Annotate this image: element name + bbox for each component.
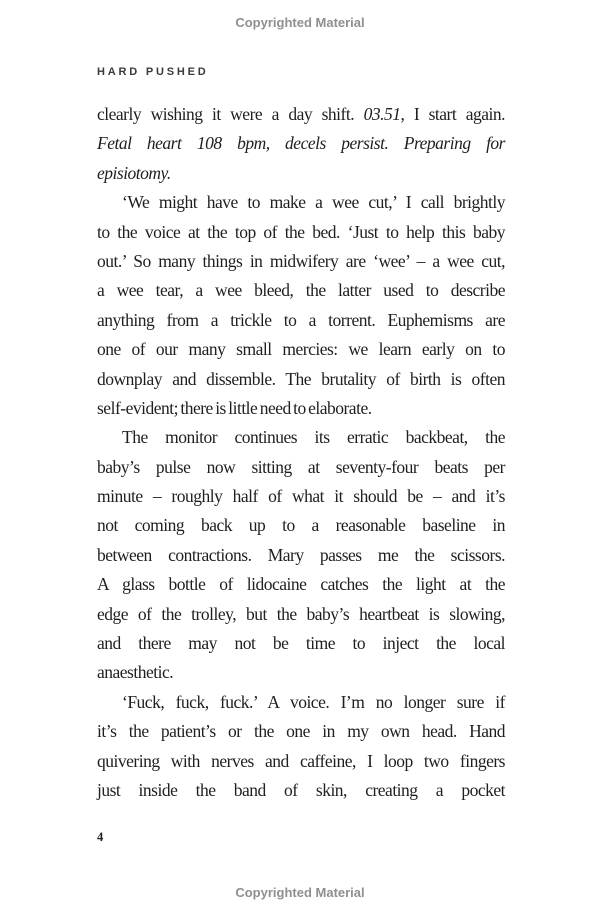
text-line (97, 629, 505, 658)
text-line (97, 776, 505, 805)
text-segment: quivering with nerves and caffeine, I loop two fingers (97, 750, 505, 771)
text-segment: ‘Fuck, fuck, fuck.’ A voice. I’m no longer sure if (122, 691, 505, 712)
text-line (97, 453, 505, 482)
text-segment: anaesthetic. (97, 662, 174, 683)
text-line (97, 394, 505, 423)
text-segment: ‘We might have to make a wee cut,’ I call brightly (122, 192, 505, 213)
text-line (97, 365, 505, 394)
text-segment: downplay and dissemble. The brutality of birth is often (97, 368, 505, 389)
text-segment: between contractions. Mary passes me the scissors. (97, 544, 505, 565)
text-line (97, 100, 505, 129)
text-segment: out.’ So many things in midwifery are ‘wee’ – a wee cut, (97, 250, 505, 271)
text-segment: Fetal heart 108 bpm, decels persist. Preparing for (97, 133, 505, 154)
paragraph (97, 100, 505, 188)
paragraph (97, 423, 505, 688)
paragraph (97, 188, 505, 423)
text-line (97, 747, 505, 776)
text-line (97, 276, 505, 305)
text-line (97, 658, 505, 687)
text-segment: The monitor continues its erratic backbeat, the (122, 427, 505, 448)
paragraph (97, 688, 505, 806)
text-line (97, 423, 505, 452)
text-line (97, 306, 505, 335)
text-segment: to the voice at the top of the bed. ‘Just to help this baby (97, 221, 505, 242)
running-header: HARD PUSHED (97, 66, 209, 78)
text-line (97, 570, 505, 599)
text-segment: not coming back up to a reasonable baseline in (97, 515, 505, 536)
text-line (97, 188, 505, 217)
page-number: 4 (97, 830, 104, 844)
text-line (97, 159, 505, 188)
text-segment: , I start again. (400, 104, 505, 124)
body-text (97, 100, 505, 805)
text-line (97, 511, 505, 540)
copyright-watermark-top: Copyrighted Material (235, 15, 365, 30)
text-segment: a wee tear, a wee bleed, the latter used to describe (97, 280, 505, 301)
text-segment: one of our many small mercies: we learn early on to (97, 339, 505, 360)
text-line (97, 129, 505, 158)
text-segment: edge of the trolley, but the baby’s heartbeat is slowing, (97, 603, 505, 624)
text-segment: clearly wishing it were a day shift. (97, 104, 364, 124)
text-segment: 03.51 (363, 104, 401, 124)
copyright-watermark-bottom: Copyrighted Material (235, 885, 365, 900)
text-segment: A glass bottle of lidocaine catches the light at the (97, 574, 505, 595)
text-segment: baby’s pulse now sitting at seventy-four beats per (97, 456, 505, 477)
text-line (97, 247, 505, 276)
text-segment: it’s the patient’s or the one in my own head. Hand (97, 721, 505, 742)
text-line (97, 688, 505, 717)
text-segment: anything from a trickle to a torrent. Euphemisms are (97, 309, 505, 330)
text-segment: self-evident; there is little need to elaborate. (97, 397, 372, 418)
text-segment: minute – roughly half of what it should be – and it’s (97, 486, 505, 507)
text-line (97, 218, 505, 247)
text-segment: and there may not be time to inject the local (97, 633, 505, 654)
text-line (97, 600, 505, 629)
text-line (97, 335, 505, 364)
text-line (97, 717, 505, 746)
text-line (97, 541, 505, 570)
text-segment: just inside the band of skin, creating a pocket (97, 779, 505, 800)
text-line (97, 482, 505, 511)
text-segment: episiotomy. (97, 162, 171, 183)
